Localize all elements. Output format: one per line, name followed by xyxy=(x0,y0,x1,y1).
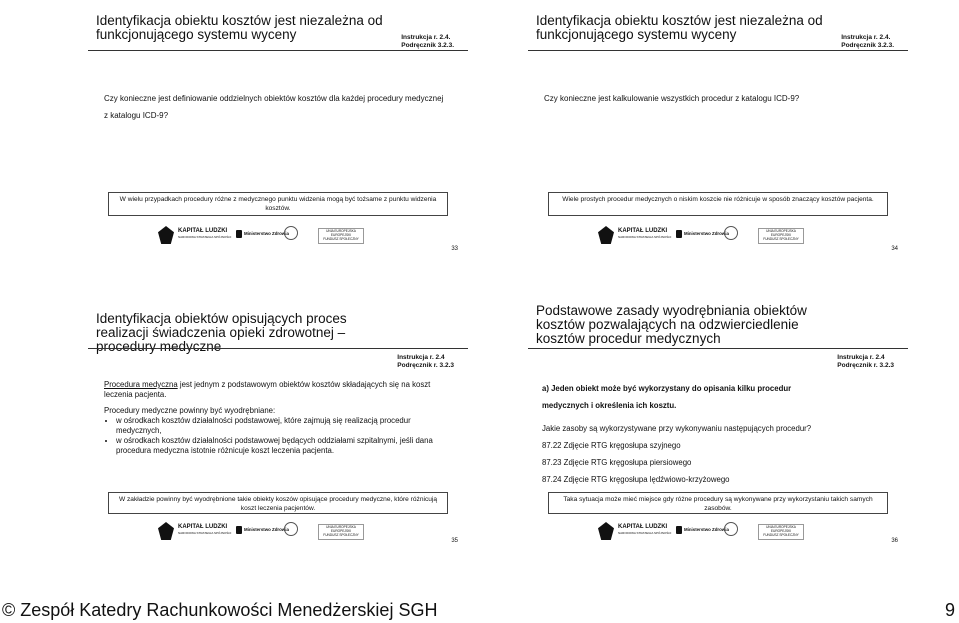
slide-number: 34 xyxy=(891,246,898,252)
slide-number: 36 xyxy=(891,538,898,544)
eu-label: EUROPEJSKI xyxy=(770,233,792,237)
body-line: a) Jeden obiekt może być wykorzystany do opisania kilku procedur xyxy=(542,384,792,393)
eu-label: FUNDUSZ SPOŁECZNY xyxy=(763,237,799,241)
slide-question: Czy konieczne jest kalkulowanie wszystkich procedur z katalogu ICD-9? xyxy=(544,94,800,103)
kl-title: KAPITAŁ LUDZKI xyxy=(178,228,228,234)
ministry-icon xyxy=(676,230,682,238)
eagle-emblem-icon xyxy=(284,522,298,536)
ministry-label: Ministerstwo Zdrowia xyxy=(244,527,289,533)
slide-question: Czy konieczne jest definiowanie oddzielnych obiektów kosztów dla każdej procedury medycznej z katalogu ICD-9? xyxy=(104,94,444,120)
instruction-line: Instrukcja r. 2.4 xyxy=(837,354,885,361)
copyright-text: © Zespół Katedry Rachunkowości Menedżerskiej SGH xyxy=(2,600,438,620)
ministry-icon xyxy=(236,230,242,238)
kapital-ludzki-logo xyxy=(618,524,671,536)
instruction-ref xyxy=(837,354,894,370)
handbook-line: Podręcznik 3.2.3. xyxy=(401,42,454,49)
ministry-logo xyxy=(236,230,289,238)
kl-sub: NARODOWA STRATEGIA SPÓJNOŚCI xyxy=(178,531,232,535)
funding-logos xyxy=(588,226,888,246)
title-divider xyxy=(528,348,908,349)
instruction-ref xyxy=(397,354,454,370)
title-divider xyxy=(88,50,468,51)
ministry-logo xyxy=(676,526,729,534)
eu-label: UNIA EUROPEJSKA xyxy=(326,229,356,233)
body-line: medycznych i określenia ich kosztu. xyxy=(542,401,677,410)
body-line: Jakie zasoby są wykorzystywane przy wykonywaniu następujących procedur? xyxy=(542,424,812,433)
ministry-logo xyxy=(676,230,729,238)
eu-logo xyxy=(758,524,804,540)
handbook-line: Podręcznik 3.2.3. xyxy=(841,42,894,49)
ministry-label: Ministerstwo Zdrowia xyxy=(684,231,729,237)
slide-number: 35 xyxy=(451,538,458,544)
eagle-emblem-icon xyxy=(724,226,738,240)
slide-36 xyxy=(528,298,908,548)
eu-logo xyxy=(318,228,364,244)
kl-title: KAPITAŁ LUDZKI xyxy=(618,524,668,530)
eagle-emblem-icon xyxy=(724,522,738,536)
kl-sub: NARODOWA STRATEGIA SPÓJNOŚCI xyxy=(618,531,672,535)
slide-title: Identyfikacja obiektu kosztów jest niezależna od funkcjonującego systemu wyceny xyxy=(536,13,823,42)
paragraph-text: jest jednym z podstawowym obiektów kosztów składających się na koszt leczenia pacjenta. xyxy=(104,380,431,399)
paragraph xyxy=(104,380,450,400)
kapital-ludzki-logo xyxy=(178,524,231,536)
slide-body xyxy=(104,380,450,456)
handbook-line: Podręcznik r. 3.2.3 xyxy=(397,362,454,369)
slide-title: Podstawowe zasady wyodrębniania obiektów kosztów pozwalających na odzwierciedlenie kosztów procedur medycznych xyxy=(536,303,807,346)
term-underlined: Procedura medyczna xyxy=(104,380,178,389)
ministry-label: Ministerstwo Zdrowia xyxy=(684,527,729,533)
instruction-ref xyxy=(401,34,454,50)
kl-title: KAPITAŁ LUDZKI xyxy=(618,228,668,234)
kapital-ludzki-logo-icon xyxy=(158,522,174,540)
eu-logo xyxy=(758,228,804,244)
eu-label: FUNDUSZ SPOŁECZNY xyxy=(323,533,359,537)
instruction-line: Instrukcja r. 2.4 xyxy=(397,354,445,361)
body-line: 87.22 Zdjęcie RTG kręgosłupa szyjnego xyxy=(542,441,681,450)
eu-label: FUNDUSZ SPOŁECZNY xyxy=(763,533,799,537)
instruction-line: Instrukcja r. 2.4. xyxy=(401,34,451,41)
instruction-line: Instrukcja r. 2.4. xyxy=(841,34,891,41)
summary-box: Taka sytuacja może mieć miejsce gdy różne procedury są wykonywane przy wykorzystaniu takich samych zasobów. xyxy=(548,492,888,514)
slide-body xyxy=(542,380,890,488)
eu-label: UNIA EUROPEJSKA xyxy=(766,229,796,233)
eu-logo xyxy=(318,524,364,540)
list-item: • w ośrodkach kosztów działalności podstawowej będących oddziałami szpitalnymi, jeśli dana procedura medyczna istotnie różnicuje koszt leczenia pacjenta. xyxy=(116,436,450,456)
page-footer xyxy=(0,600,959,623)
funding-logos xyxy=(148,226,448,246)
list-item: • w ośrodkach kosztów działalności podstawowej, które zajmują się realizacją procedur medycznych, xyxy=(116,416,450,436)
slide-number: 33 xyxy=(451,246,458,252)
body-line: 87.24 Zdjęcie RTG kręgosłupa lędźwiowo-krzyżowego xyxy=(542,475,730,484)
eu-label: EUROPEJSKI xyxy=(330,529,352,533)
slide-34 xyxy=(528,6,908,256)
eu-label: EUROPEJSKI xyxy=(330,233,352,237)
ministry-icon xyxy=(676,526,682,534)
kl-sub: NARODOWA STRATEGIA SPÓJNOŚCI xyxy=(618,235,672,239)
kapital-ludzki-logo xyxy=(618,228,671,240)
instruction-ref xyxy=(841,34,894,50)
title-divider xyxy=(528,50,908,51)
eagle-emblem-icon xyxy=(284,226,298,240)
ministry-icon xyxy=(236,526,242,534)
body-line: 87.23 Zdjęcie RTG kręgosłupa piersiowego xyxy=(542,458,692,467)
eu-label: UNIA EUROPEJSKA xyxy=(766,525,796,529)
kl-sub: NARODOWA STRATEGIA SPÓJNOŚCI xyxy=(178,235,232,239)
eu-label: UNIA EUROPEJSKA xyxy=(326,525,356,529)
eu-label: FUNDUSZ SPOŁECZNY xyxy=(323,237,359,241)
handbook-line: Podręcznik r. 3.2.3 xyxy=(837,362,894,369)
kapital-ludzki-logo-icon xyxy=(598,226,614,244)
ministry-logo xyxy=(236,526,289,534)
summary-box: Wiele prostych procedur medycznych o niskim koszcie nie różnicuje w sposób znaczący kosztów pacjenta. xyxy=(548,192,888,216)
funding-logos xyxy=(588,522,888,542)
kapital-ludzki-logo xyxy=(178,228,231,240)
bullet-list xyxy=(104,416,450,456)
slide-33 xyxy=(88,6,468,256)
slide-title: Identyfikacja obiektu kosztów jest niezależna od funkcjonującego systemu wyceny xyxy=(96,13,383,42)
title-divider xyxy=(88,348,468,349)
eu-label: EUROPEJSKI xyxy=(770,529,792,533)
slide-title: Identyfikacja obiektów opisujących proces realizacji świadczenia opieki zdrowotnej – procedury medyczne xyxy=(96,311,347,354)
summary-box: W wielu przypadkach procedury różne z medycznego punktu widzenia mogą być tożsame z punktu widzenia kosztów. xyxy=(108,192,448,216)
summary-box: W zakładzie powinny być wyodrębnione takie obiekty koszów opisujące procedury medyczne, które różnicują koszt leczenia pacjentów. xyxy=(108,492,448,514)
paragraph: Procedury medyczne powinny być wyodrębniane: xyxy=(104,406,276,415)
kapital-ludzki-logo-icon xyxy=(598,522,614,540)
slide-35 xyxy=(88,298,468,548)
kapital-ludzki-logo-icon xyxy=(158,226,174,244)
page-number: 9 xyxy=(944,600,955,620)
ministry-label: Ministerstwo Zdrowia xyxy=(244,231,289,237)
kl-title: KAPITAŁ LUDZKI xyxy=(178,524,228,530)
funding-logos xyxy=(148,522,448,542)
